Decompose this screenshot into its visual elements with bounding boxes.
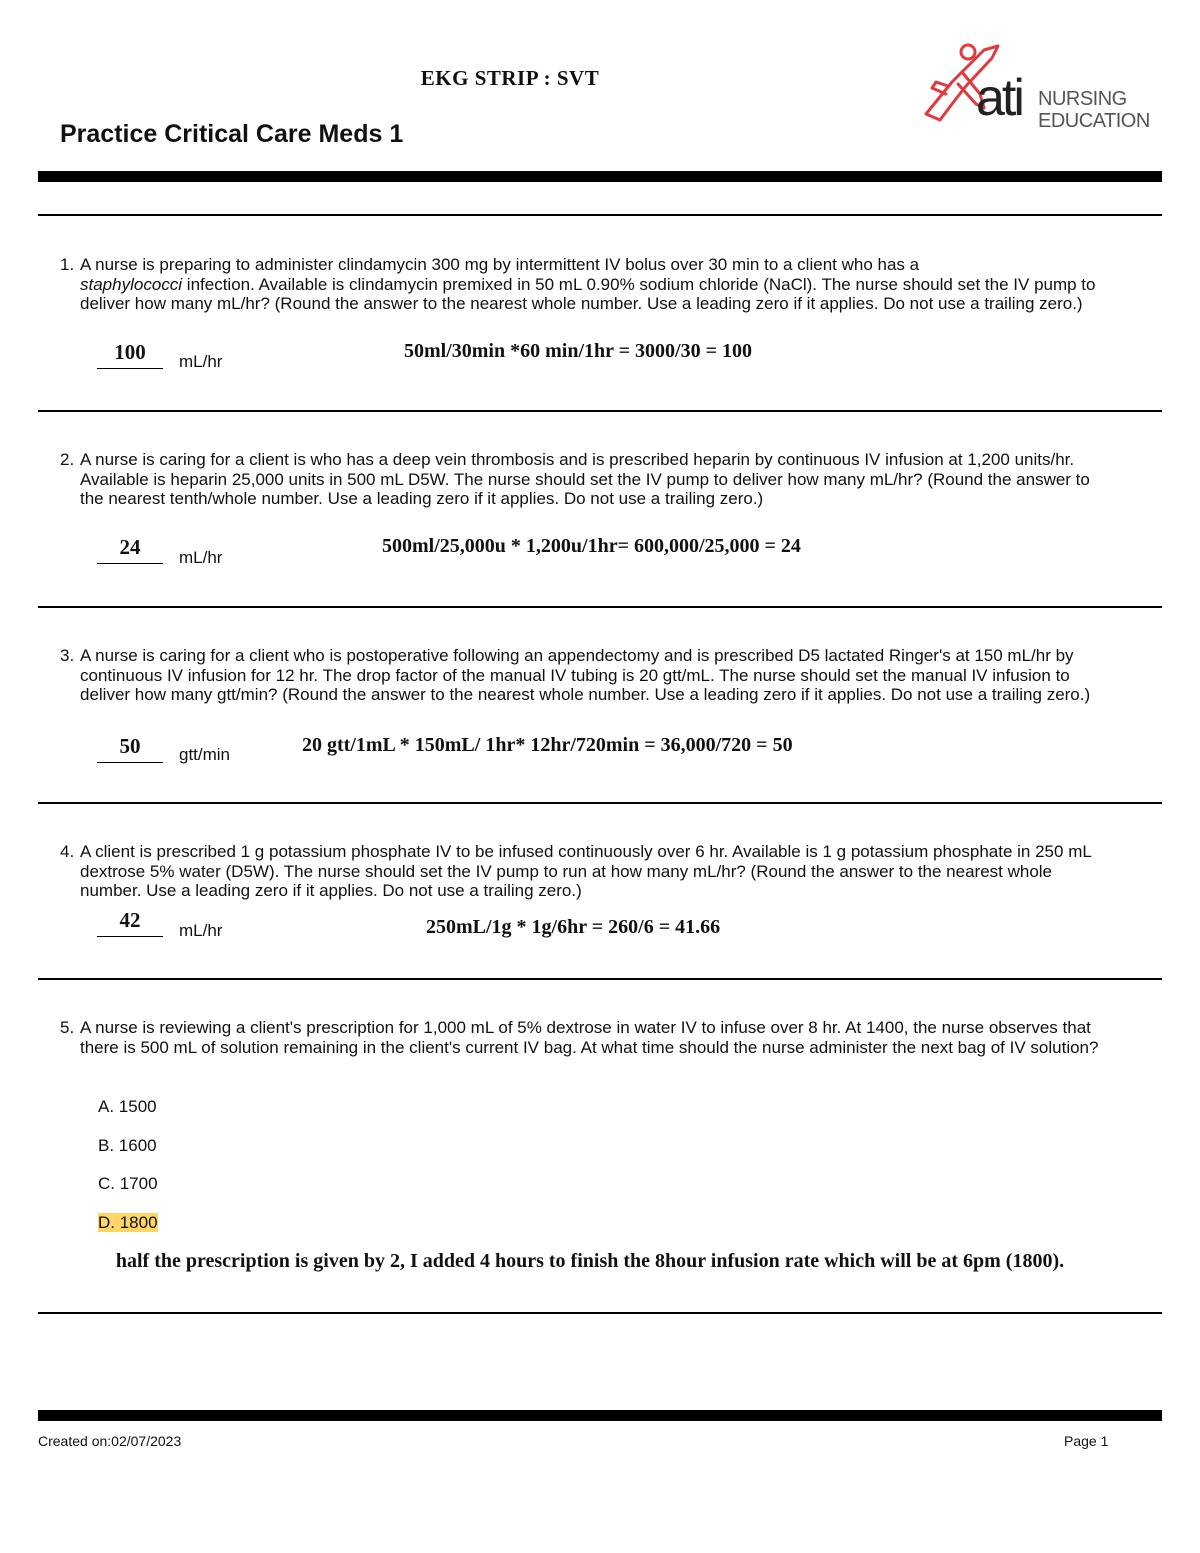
question-divider xyxy=(38,802,1162,804)
question-text: A nurse is caring for a client who is postoperative following an appendectomy and is prescribed D5 lactated Ringer's at 150 mL/hr by continuous IV infusion for 12 hr. The drop factor of the manual IV tubing is 20 gtt/mL. The nurse should set the manual IV infusion to deliver how many gtt/min? (Round the answer to the nearest whole number. Use a leading zero if it applies. Do not use a trailing zero.) xyxy=(80,646,1091,705)
header-divider xyxy=(38,214,1162,216)
question-text: A nurse is caring for a client is who has a deep vein thrombosis and is prescribed heparin by continuous IV infusion at 1,200 units/hr. Available is heparin 25,000 units in 500 mL D5W. The nurse should set the IV pump to deliver how many mL/hr? (Round the answer to the nearest tenth/whole number. Use a leading zero if it applies. Do not use a trailing zero.) xyxy=(80,450,1090,509)
logo-nursing-text: NURSING xyxy=(1038,88,1127,110)
question-text: A client is prescribed 1 g potassium phosphate IV to be infused continuously over 6 hr. Available is 1 g potassium phosphate in 250 mL dextrose 5% water (D5W). The nurse should set the IV pump to run at how many mL/hr? (Round the answer to the nearest whole number. Use a leading zero if it applies. Do not use a trailing zero.) xyxy=(80,842,1092,901)
answer-blank-3: 50 xyxy=(97,734,163,763)
question-number: 1. xyxy=(60,255,75,274)
explanation-text: half the prescription is given by 2, I added 4 hours to finish the 8hour infusion rate which will be at 6pm (1800). xyxy=(115,1250,1065,1272)
logo-education-text: EDUCATION xyxy=(1038,110,1150,132)
calculation-4: 250mL/1g * 1g/6hr = 260/6 = 41.66 xyxy=(426,916,721,938)
ati-logo xyxy=(922,42,1150,142)
calculation-2: 500ml/25,000u * 1,200u/1hr= 600,000/25,000 = 24 xyxy=(382,535,801,557)
answer-blank-2: 24 xyxy=(97,535,163,564)
question-divider xyxy=(38,1312,1162,1314)
question-number: 2. xyxy=(60,450,75,469)
answer-option-d-selected[interactable] xyxy=(98,1213,158,1233)
answer-unit-2: mL/hr xyxy=(179,548,223,567)
page-number: Page 1 xyxy=(1064,1433,1109,1449)
question-5 xyxy=(60,1018,1100,1057)
question-divider xyxy=(38,606,1162,608)
logo-brand-text: ati xyxy=(976,69,1022,127)
answer-option-b[interactable]: B. 1600 xyxy=(98,1136,157,1155)
selected-answer-highlight: D. 1800 xyxy=(98,1213,158,1232)
answer-blank-1: 100 xyxy=(97,340,163,369)
ekg-strip-title: EKG STRIP : SVT xyxy=(420,66,600,90)
question-1 xyxy=(60,255,1100,314)
question-divider xyxy=(38,978,1162,980)
question-4 xyxy=(60,842,1100,901)
question-number: 5. xyxy=(60,1018,75,1037)
footer-divider-thick xyxy=(38,1410,1162,1421)
calculation-1: 50ml/30min *60 min/1hr = 3000/30 = 100 xyxy=(404,340,752,362)
question-number: 3. xyxy=(60,646,75,665)
question-text: A nurse is reviewing a client's prescription for 1,000 mL of 5% dextrose in water IV to infuse over 8 hr. At 1400, the nurse observes that there is 500 mL of solution remaining in the client's current IV bag. At what time should the nurse administer the next bag of IV solution? xyxy=(80,1018,1099,1057)
answer-option-c[interactable]: C. 1700 xyxy=(98,1174,158,1193)
header-divider-thick xyxy=(38,171,1162,182)
answer-option-a[interactable]: A. 1500 xyxy=(98,1097,157,1116)
question-text: A nurse is preparing to administer clindamycin 300 mg by intermittent IV bolus over 30 min to a client who has a staphylococci infection. Available is clindamycin premixed in 50 mL 0.90% sodium chloride (NaCl). The nurse should set the IV pump to deliver how many mL/hr? (Round the answer to the nearest whole number. Use a leading zero if it applies. Do not use a trailing zero.) xyxy=(80,255,1096,314)
answer-unit-1: mL/hr xyxy=(179,352,223,371)
question-divider xyxy=(38,410,1162,412)
page-title: Practice Critical Care Meds 1 xyxy=(60,120,404,148)
italic-term: staphylococci xyxy=(80,274,183,294)
answer-unit-4: mL/hr xyxy=(179,921,223,940)
calculation-3: 20 gtt/1mL * 150mL/ 1hr* 12hr/720min = 36,000/720 = 50 xyxy=(302,734,793,756)
question-number: 4. xyxy=(60,842,75,861)
answer-unit-3: gtt/min xyxy=(179,745,231,764)
answer-blank-4: 42 xyxy=(97,908,163,937)
question-3 xyxy=(60,646,1100,705)
created-date: Created on:02/07/2023 xyxy=(38,1433,182,1449)
question-2 xyxy=(60,450,1100,509)
